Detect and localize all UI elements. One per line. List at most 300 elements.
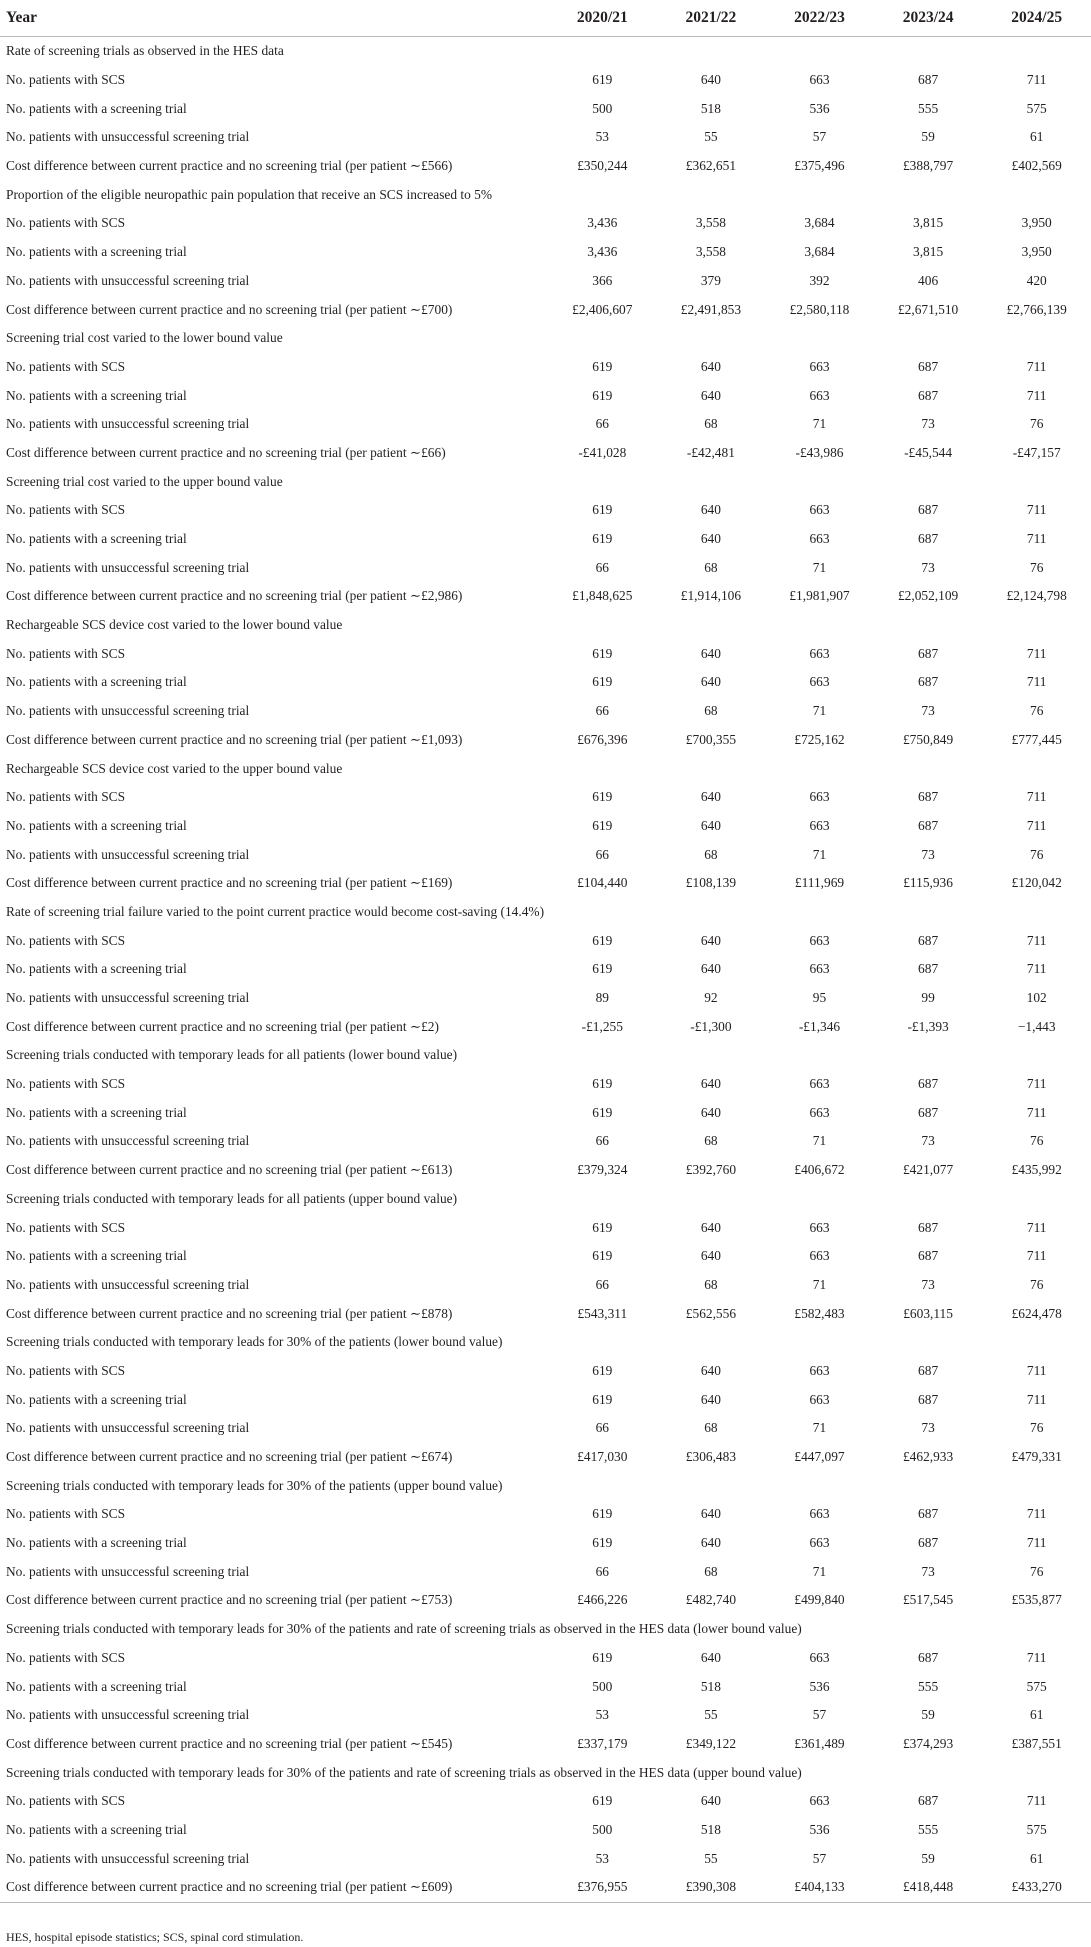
cell-value: 687	[918, 1506, 939, 1522]
row-label: No. patients with unsuccessful screening trial	[6, 129, 250, 145]
cell-value: 53	[595, 1850, 609, 1866]
cell-value: 61	[1030, 1850, 1044, 1866]
table-row	[0, 123, 1091, 152]
cell-value: 3,950	[1021, 215, 1052, 231]
cell-value: 55	[704, 129, 718, 145]
cell-value: 619	[592, 932, 613, 948]
row-label: Cost difference between current practice and no screening trial (per patient ∼£878)	[6, 1305, 453, 1321]
cell-value: 663	[809, 1506, 830, 1522]
cell-value: 76	[1030, 416, 1044, 432]
cell-value: 619	[592, 674, 613, 690]
row-label: No. patients with SCS	[6, 1793, 126, 1809]
row-label: No. patients with a screening trial	[6, 674, 187, 690]
table-row	[0, 1844, 1091, 1873]
table-row	[0, 1557, 1091, 1586]
cell-value: £388,797	[902, 158, 954, 174]
cell-value: 366	[592, 272, 613, 288]
header-2023-24: 2023/24	[874, 0, 983, 37]
row-label: Cost difference between current practice and no screening trial (per patient ∼£613)	[6, 1162, 453, 1178]
cell-value: 711	[1026, 932, 1047, 948]
cell-value: 68	[704, 416, 718, 432]
table-row	[0, 926, 1091, 955]
cell-value: 3,815	[913, 215, 944, 231]
cell-value: 619	[592, 502, 613, 518]
row-label: No. patients with a screening trial	[6, 817, 187, 833]
cell-value: 687	[918, 645, 939, 661]
row-label: Cost difference between current practice and no screening trial (per patient ∼£545)	[6, 1735, 453, 1751]
cell-value: 687	[918, 789, 939, 805]
table-row	[0, 1098, 1091, 1127]
table-row	[0, 812, 1091, 841]
row-label: No. patients with unsuccessful screening trial	[6, 1276, 250, 1292]
cell-value: 711	[1026, 674, 1047, 690]
cell-value: -£1,393	[907, 1018, 949, 1034]
cell-value: 711	[1026, 1535, 1047, 1551]
cell-value: 687	[918, 72, 939, 88]
row-label: Cost difference between current practice and no screening trial (per patient ∼£1,093)	[6, 731, 463, 747]
row-label: Cost difference between current practice and no screening trial (per patient ∼£753)	[6, 1592, 453, 1608]
cell-value: 640	[700, 817, 721, 833]
table-body	[0, 37, 1091, 1903]
row-label: Cost difference between current practice and no screening trial (per patient ∼£2,986)	[6, 588, 463, 604]
cell-value: 61	[1030, 129, 1044, 145]
cell-value: £2,580,118	[789, 301, 850, 317]
cell-value: 73	[921, 1420, 935, 1436]
cell-value: 536	[809, 1821, 830, 1837]
cell-value: £624,478	[1011, 1305, 1062, 1321]
cell-value: 71	[812, 1276, 827, 1292]
cell-value: 619	[592, 1104, 613, 1120]
cell-value: £2,124,798	[1006, 588, 1067, 604]
table-row	[0, 1730, 1091, 1759]
cell-value: 640	[700, 531, 721, 547]
cell-value: £337,179	[577, 1735, 628, 1751]
section-row	[0, 37, 1091, 66]
section-row	[0, 1615, 1091, 1644]
cell-value: 687	[918, 358, 939, 374]
cell-value: £390,308	[657, 1873, 766, 1902]
table-row	[0, 1701, 1091, 1730]
section-row	[0, 1041, 1091, 1070]
cell-value: 687	[918, 961, 939, 977]
table-row	[0, 496, 1091, 525]
cell-value: 711	[1026, 358, 1047, 374]
cell-value: 663	[809, 932, 830, 948]
section-title: Screening trials conducted with temporary leads for 30% of the patients and rate of screening trials as observed in the HES data (upper bound value)	[6, 1764, 802, 1780]
cell-value: 575	[1026, 100, 1047, 116]
cell-value: 73	[921, 1133, 935, 1149]
cell-value: £462,933	[902, 1449, 954, 1465]
cell-value: 619	[592, 817, 613, 833]
cell-value: £120,042	[1011, 875, 1062, 891]
cell-value: £725,162	[794, 731, 845, 747]
cell-value: 71	[812, 1563, 827, 1579]
table-row	[0, 152, 1091, 181]
cell-value: £404,133	[765, 1873, 874, 1902]
cell-value: -£47,157	[1012, 444, 1061, 460]
row-label: No. patients with SCS	[6, 1076, 126, 1092]
cell-value: £499,840	[794, 1592, 845, 1608]
cell-value: 420	[1026, 272, 1047, 288]
cell-value: 555	[918, 1821, 939, 1837]
cell-value: 711	[1026, 387, 1047, 403]
cell-value: 66	[595, 1563, 609, 1579]
table-row	[0, 639, 1091, 668]
cell-value: 66	[595, 703, 609, 719]
cell-value: 640	[700, 789, 721, 805]
row-label: No. patients with SCS	[6, 1649, 126, 1665]
section-title: Proportion of the eligible neuropathic pain population that receive an SCS increased to 5%	[6, 186, 493, 202]
cell-value: 663	[809, 1535, 830, 1551]
cell-value: 663	[809, 1076, 830, 1092]
row-label: No. patients with SCS	[6, 1506, 126, 1522]
header-2022-23: 2022/23	[765, 0, 874, 37]
section-row	[0, 611, 1091, 640]
cell-value: 68	[704, 559, 718, 575]
cell-value: 663	[809, 645, 830, 661]
cell-value: 379	[700, 272, 721, 288]
row-label: No. patients with SCS	[6, 358, 126, 374]
cell-value: £750,849	[902, 731, 954, 747]
cell-value: 392	[809, 272, 830, 288]
cell-value: £362,651	[685, 158, 737, 174]
cell-value: 500	[592, 1821, 613, 1837]
cell-value: 687	[918, 387, 939, 403]
cell-value: £435,992	[1011, 1162, 1062, 1178]
row-label: No. patients with a screening trial	[6, 244, 187, 260]
cell-value: 619	[592, 1793, 613, 1809]
cell-value: £115,936	[903, 875, 953, 891]
cell-value: 687	[918, 817, 939, 833]
table-row	[0, 1242, 1091, 1271]
cell-value: 57	[812, 1850, 827, 1866]
cell-value: £1,848,625	[572, 588, 633, 604]
cell-value: 663	[809, 1649, 830, 1665]
cell-value: 53	[595, 129, 609, 145]
cell-value: 663	[809, 358, 830, 374]
cell-value: 640	[700, 645, 721, 661]
cell-value: 71	[812, 1420, 827, 1436]
cell-value: 663	[809, 789, 830, 805]
cell-value: 518	[700, 100, 721, 116]
header-year: Year	[0, 0, 548, 37]
table-row	[0, 1299, 1091, 1328]
cell-value: 66	[595, 1420, 609, 1436]
section-title: Screening trial cost varied to the upper bound value	[6, 473, 283, 489]
table-row	[0, 955, 1091, 984]
cell-value: 555	[918, 1678, 939, 1694]
section-title: Rate of screening trials as observed in the HES data	[6, 43, 284, 59]
section-row	[0, 1758, 1091, 1787]
row-label: No. patients with SCS	[6, 1219, 126, 1235]
table-row	[0, 668, 1091, 697]
section-row	[0, 1471, 1091, 1500]
cell-value: -£45,544	[904, 444, 953, 460]
row-label: No. patients with SCS	[6, 502, 126, 518]
table-row	[0, 209, 1091, 238]
cell-value: 73	[921, 1563, 935, 1579]
table-row	[0, 1529, 1091, 1558]
cell-value: 711	[1026, 531, 1047, 547]
cell-value: 575	[1026, 1678, 1047, 1694]
cell-value: 640	[700, 932, 721, 948]
section-title: Rechargeable SCS device cost varied to the upper bound value	[6, 760, 343, 776]
section-row	[0, 754, 1091, 783]
cell-value: 89	[595, 990, 609, 1006]
table-row	[0, 1672, 1091, 1701]
cell-value: 76	[1030, 1563, 1044, 1579]
cell-value: £108,139	[685, 875, 737, 891]
cell-value: £2,052,109	[897, 588, 959, 604]
table-row	[0, 1443, 1091, 1472]
table-row	[0, 66, 1091, 95]
cell-value: 687	[918, 502, 939, 518]
cell-value: -£1,255	[581, 1018, 623, 1034]
cell-value: 687	[918, 1076, 939, 1092]
cell-value: 536	[809, 100, 830, 116]
cell-value: 663	[809, 1793, 830, 1809]
table-row	[0, 94, 1091, 123]
cell-value: 102	[1026, 990, 1047, 1006]
header-row	[0, 0, 1091, 37]
row-label: No. patients with unsuccessful screening trial	[6, 272, 250, 288]
row-label: No. patients with unsuccessful screening trial	[6, 1850, 250, 1866]
cell-value: 3,436	[587, 244, 618, 260]
cell-value: 619	[592, 1248, 613, 1264]
table-row	[0, 1271, 1091, 1300]
cell-value: 3,684	[804, 215, 835, 231]
table-row	[0, 1873, 1091, 1902]
table-row	[0, 525, 1091, 554]
cell-value: -£1,346	[798, 1018, 841, 1034]
row-label: No. patients with a screening trial	[6, 531, 187, 547]
cell-value: 66	[595, 1133, 609, 1149]
cell-value: £104,440	[577, 875, 628, 891]
cell-value: 711	[1026, 1506, 1047, 1522]
row-label: Cost difference between current practice and no screening trial (per patient ∼£2)	[6, 1018, 439, 1034]
cell-value: 663	[809, 1391, 830, 1407]
row-label: No. patients with a screening trial	[6, 1391, 187, 1407]
cell-value: 66	[595, 416, 609, 432]
row-label: No. patients with a screening trial	[6, 1104, 187, 1120]
table-row	[0, 697, 1091, 726]
section-row	[0, 1328, 1091, 1357]
row-label: Cost difference between current practice and no screening trial (per patient ∼£700)	[6, 301, 453, 317]
cell-value: 640	[700, 1391, 721, 1407]
cell-value: 711	[1026, 502, 1047, 518]
cell-value: -£42,481	[686, 444, 735, 460]
cell-value: 3,815	[913, 244, 944, 260]
cell-value: 619	[592, 1506, 613, 1522]
cell-value: 711	[1026, 789, 1047, 805]
table-row	[0, 1213, 1091, 1242]
cell-value: £1,914,106	[680, 588, 742, 604]
cell-value: 55	[704, 1707, 718, 1723]
section-title: Screening trials conducted with temporary leads for all patients (upper bound value)	[6, 1190, 458, 1206]
cell-value: 61	[1030, 1707, 1044, 1723]
table-row	[0, 1816, 1091, 1845]
cell-value: 711	[1026, 1649, 1047, 1665]
table-row	[0, 267, 1091, 296]
row-label: Cost difference between current practice and no screening trial (per patient ∼£169)	[6, 875, 453, 891]
cell-value: -£1,300	[690, 1018, 732, 1034]
cell-value: £2,406,607	[572, 301, 633, 317]
cell-value: -£43,986	[795, 444, 844, 460]
cell-value: 59	[921, 129, 935, 145]
cell-value: 640	[700, 961, 721, 977]
row-label: No. patients with a screening trial	[6, 1821, 187, 1837]
table-row	[0, 1500, 1091, 1529]
table-row	[0, 783, 1091, 812]
row-label: No. patients with a screening trial	[6, 1535, 187, 1551]
cell-value: £374,293	[902, 1735, 954, 1751]
section-row	[0, 898, 1091, 927]
cell-value: £2,766,139	[1006, 301, 1067, 317]
row-label: No. patients with unsuccessful screening trial	[6, 1133, 250, 1149]
cell-value: £562,556	[685, 1305, 737, 1321]
cell-value: 711	[1026, 1391, 1047, 1407]
cell-value: £676,396	[577, 731, 628, 747]
cell-value: 640	[700, 1076, 721, 1092]
row-label: No. patients with unsuccessful screening trial	[6, 559, 250, 575]
cell-value: 640	[700, 1248, 721, 1264]
cell-value: £349,122	[685, 1735, 737, 1751]
cell-value: 640	[700, 1649, 721, 1665]
cell-value: £2,491,853	[680, 301, 742, 317]
table-row	[0, 1787, 1091, 1816]
cell-value: 73	[921, 559, 935, 575]
row-label: No. patients with SCS	[6, 215, 126, 231]
cell-value: £392,760	[685, 1162, 737, 1178]
table-row	[0, 553, 1091, 582]
cell-value: 619	[592, 1535, 613, 1551]
cell-value: 71	[812, 416, 827, 432]
cell-value: 73	[921, 1276, 935, 1292]
cell-value: £603,115	[903, 1305, 953, 1321]
cell-value: £1,981,907	[789, 588, 850, 604]
cell-value: 53	[595, 1707, 609, 1723]
section-title: Screening trials conducted with temporary leads for all patients (lower bound value)	[6, 1047, 458, 1063]
cell-value: 640	[700, 1535, 721, 1551]
table-row	[0, 1357, 1091, 1386]
cell-value: £433,270	[982, 1873, 1091, 1902]
cell-value: 71	[812, 1133, 827, 1149]
row-label: No. patients with unsuccessful screening trial	[6, 1707, 250, 1723]
table-row	[0, 1586, 1091, 1615]
cell-value: £361,489	[794, 1735, 845, 1751]
cell-value: 99	[921, 990, 935, 1006]
row-label: No. patients with a screening trial	[6, 387, 187, 403]
section-title: Rechargeable SCS device cost varied to the lower bound value	[6, 617, 343, 633]
table-row	[0, 1644, 1091, 1673]
cell-value: 619	[592, 1362, 613, 1378]
cell-value: £417,030	[577, 1449, 628, 1465]
row-label: No. patients with SCS	[6, 72, 126, 88]
cell-value: 68	[704, 1420, 718, 1436]
cell-value: 663	[809, 1104, 830, 1120]
cell-value: 711	[1026, 1248, 1047, 1264]
cell-value: 687	[918, 932, 939, 948]
section-title: Screening trials conducted with temporary leads for 30% of the patients and rate of screening trials as observed in the HES data (lower bound value)	[6, 1621, 802, 1637]
row-label: No. patients with a screening trial	[6, 1248, 187, 1264]
cell-value: 687	[918, 1391, 939, 1407]
cell-value: 619	[592, 1219, 613, 1235]
cell-value: £482,740	[685, 1592, 737, 1608]
cell-value: 3,558	[695, 244, 726, 260]
cell-value: 711	[1026, 645, 1047, 661]
cell-value: 68	[704, 703, 718, 719]
cell-value: 663	[809, 1362, 830, 1378]
cell-value: 555	[918, 100, 939, 116]
cell-value: 687	[918, 1793, 939, 1809]
row-label: No. patients with a screening trial	[6, 1678, 187, 1694]
cell-value: 66	[595, 1276, 609, 1292]
cell-value: 687	[918, 674, 939, 690]
cell-value: 640	[700, 674, 721, 690]
cell-value: £350,244	[577, 158, 628, 174]
table-row	[0, 582, 1091, 611]
cell-value: 619	[592, 72, 613, 88]
table-row	[0, 295, 1091, 324]
section-row	[0, 324, 1091, 353]
cell-value: 95	[812, 990, 827, 1006]
cell-value: 663	[809, 531, 830, 547]
cell-value: 76	[1030, 559, 1044, 575]
cell-value: 3,558	[695, 215, 726, 231]
cell-value: 68	[704, 1276, 718, 1292]
table-footnote: HES, hospital episode statistics; SCS, spinal cord stimulation.	[6, 1930, 304, 1944]
table-row	[0, 1385, 1091, 1414]
cell-value: 518	[700, 1821, 721, 1837]
cell-value: 711	[1026, 1793, 1047, 1809]
cell-value: 640	[700, 1219, 721, 1235]
cell-value: £479,331	[1011, 1449, 1062, 1465]
table-row	[0, 1070, 1091, 1099]
cell-value: 640	[700, 72, 721, 88]
cell-value: £582,483	[794, 1305, 845, 1321]
cell-value: 619	[592, 358, 613, 374]
table-row	[0, 381, 1091, 410]
cell-value: 619	[592, 387, 613, 403]
row-label: No. patients with unsuccessful screening trial	[6, 990, 250, 1006]
header-2020-21: 2020/21	[548, 0, 657, 37]
cell-value: 500	[592, 1678, 613, 1694]
cell-value: £700,355	[685, 731, 737, 747]
section-title: Screening trials conducted with temporary leads for 30% of the patients (lower bound value)	[6, 1334, 503, 1350]
cell-value: £517,545	[902, 1592, 954, 1608]
cell-value: 663	[809, 502, 830, 518]
cell-value: £535,877	[1011, 1592, 1062, 1608]
cell-value: £387,551	[1011, 1735, 1062, 1751]
table-row	[0, 840, 1091, 869]
cell-value: 68	[704, 1133, 718, 1149]
table-row	[0, 1156, 1091, 1185]
cell-value: 711	[1026, 1362, 1047, 1378]
cell-value: £543,311	[577, 1305, 628, 1321]
header-2024-25: 2024/25	[982, 0, 1091, 37]
cell-value: 68	[704, 1563, 718, 1579]
cell-value: £306,483	[685, 1449, 737, 1465]
row-label: Cost difference between current practice and no screening trial (per patient ∼£609)	[0, 1873, 548, 1902]
cell-value: 76	[1030, 846, 1044, 862]
row-label: No. patients with unsuccessful screening trial	[6, 416, 250, 432]
table-row	[0, 1127, 1091, 1156]
row-label: No. patients with unsuccessful screening trial	[6, 1563, 250, 1579]
cell-value: 640	[700, 387, 721, 403]
cell-value: 640	[700, 1793, 721, 1809]
header-2021-22: 2021/22	[657, 0, 766, 37]
cell-value: 687	[918, 1219, 939, 1235]
